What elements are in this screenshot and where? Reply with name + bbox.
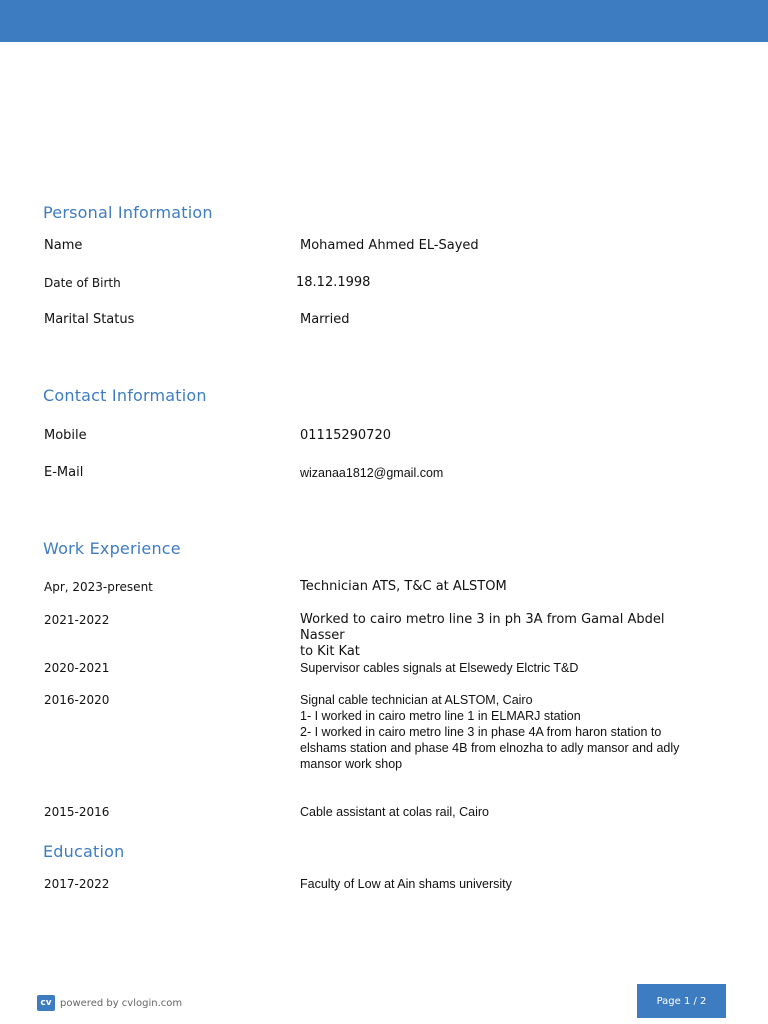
value-email[interactable]: wizanaa1812@gmail.com — [300, 466, 444, 480]
label-work-2: 2021-2022 — [44, 613, 110, 627]
footer-branding[interactable] — [37, 995, 182, 1011]
label-marital: Marital Status — [44, 312, 135, 327]
value-edu-1: Faculty of Low at Ain shams university — [300, 877, 512, 891]
value-name: Mohamed Ahmed EL-Sayed — [300, 238, 479, 253]
label-email: E-Mail — [44, 465, 84, 480]
label-mobile: Mobile — [44, 428, 87, 443]
value-work-2: Worked to cairo metro line 3 in ph 3A from Gamal Abdel Nasser to Kit Kat — [300, 612, 665, 659]
label-edu-1: 2017-2022 — [44, 877, 110, 891]
section-title-work: Work Experience — [43, 539, 181, 558]
value-marital: Married — [300, 312, 350, 327]
value-work-5: Cable assistant at colas rail, Cairo — [300, 805, 489, 819]
page-indicator: Page 1 / 2 — [637, 984, 726, 1018]
label-work-1: Apr, 2023-present — [44, 580, 153, 594]
section-title-education: Education — [43, 842, 125, 861]
cvlogin-logo-icon: cv — [37, 995, 55, 1011]
powered-by-text: powered by cvlogin.com — [60, 997, 183, 1009]
value-dob: 18.12.1998 — [296, 275, 371, 290]
value-work-3: Supervisor cables signals at Elsewedy Elctric T&D — [300, 661, 579, 675]
label-name: Name — [44, 238, 83, 253]
label-work-3: 2020-2021 — [44, 661, 110, 675]
value-work-4: Signal cable technician at ALSTOM, Cairo 1- I worked in cairo metro line 1 in ELMARJ station 2- I worked in cairo metro line 3 in phase 4A from haron station to elshams station and phase 4B from elnozha to adly mansor and adly mansor work shop — [300, 693, 680, 771]
header-bar — [0, 0, 768, 42]
value-mobile: 01115290720 — [300, 428, 391, 443]
value-work-1: Technician ATS, T&C at ALSTOM — [300, 579, 507, 594]
label-dob: Date of Birth — [44, 276, 121, 290]
section-title-personal: Personal Information — [43, 203, 213, 222]
label-work-5: 2015-2016 — [44, 805, 110, 819]
section-title-contact: Contact Information — [43, 386, 207, 405]
label-work-4: 2016-2020 — [44, 693, 110, 707]
